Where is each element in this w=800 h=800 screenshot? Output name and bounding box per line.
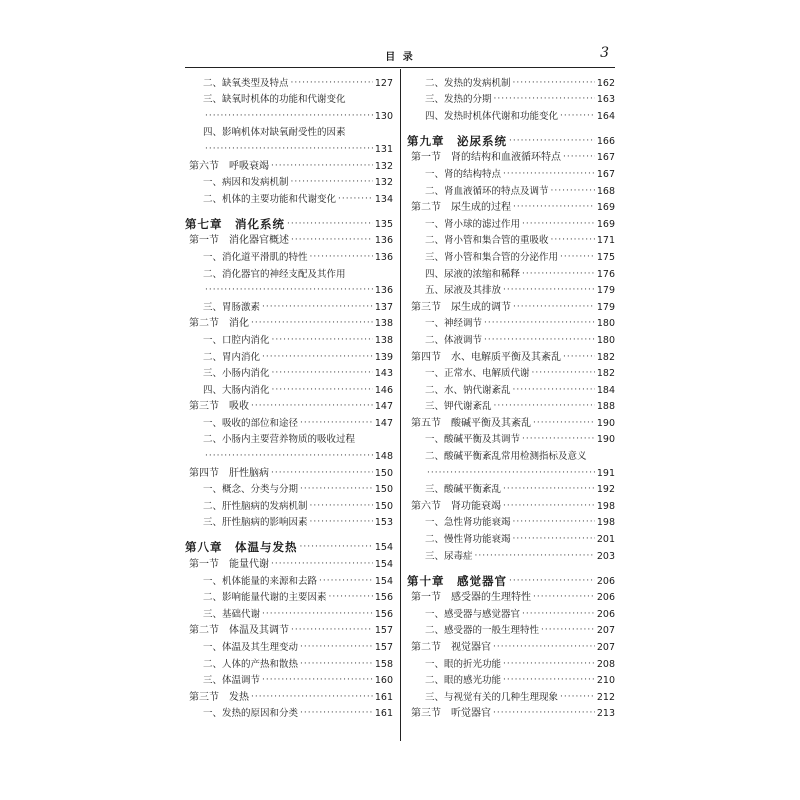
dot-leader <box>551 185 595 198</box>
toc-entry-title: 第二节 消化 <box>189 318 249 330</box>
toc-subsection-entry[interactable] <box>407 364 615 381</box>
dot-leader <box>563 351 595 364</box>
toc-page-number: 213 <box>596 708 615 720</box>
toc-page-number: 135 <box>374 218 393 230</box>
toc-page-number: 132 <box>374 160 393 172</box>
toc-subsection-entry[interactable] <box>185 637 393 654</box>
toc-entry-title: 二、胃内消化 <box>203 351 261 363</box>
toc-entry-continuation[interactable] <box>407 463 615 480</box>
dot-leader <box>503 500 595 513</box>
toc-entry-title: 三、钾代谢紊乱 <box>425 401 492 413</box>
dot-leader <box>329 591 373 604</box>
toc-page-number: 138 <box>374 334 393 346</box>
toc-page-number: 147 <box>374 401 393 413</box>
toc-entry-title: 二、肾小管和集合管的重吸收 <box>425 235 549 247</box>
toc-entry-title: 一、感受器与感觉器官 <box>425 608 521 620</box>
toc-page-number: 206 <box>596 592 615 604</box>
toc-page-number: 198 <box>596 500 615 512</box>
toc-page-number: 150 <box>374 484 393 496</box>
toc-page-number: 206 <box>596 575 615 587</box>
toc-subsection-entry[interactable] <box>185 513 393 530</box>
dot-leader <box>310 516 373 529</box>
toc-entry-title: 一、肾小球的滤过作用 <box>425 218 521 230</box>
toc-page-number: 154 <box>374 575 393 587</box>
toc-page-number: 139 <box>374 351 393 363</box>
toc-entry-title: 一、消化道平滑肌的特性 <box>203 251 308 263</box>
toc-entry-title: 二、肝性脑病的发病机制 <box>203 500 308 512</box>
dot-leader <box>475 550 595 563</box>
toc-page-number: 160 <box>374 675 393 687</box>
toc-section-entry[interactable] <box>407 347 615 364</box>
toc-subsection-entry[interactable] <box>407 446 615 463</box>
dot-leader <box>262 674 373 687</box>
toc-subsection-entry[interactable] <box>407 214 615 231</box>
toc-entry-title: 第七章 消化系统 <box>185 216 285 231</box>
toc-section-entry[interactable] <box>185 463 393 480</box>
dot-leader <box>513 384 595 397</box>
dot-leader <box>532 367 595 380</box>
dot-leader <box>291 234 373 247</box>
toc-chapter-entry[interactable] <box>407 123 615 148</box>
toc-subsection-entry[interactable] <box>407 281 615 298</box>
toc-subsection-entry[interactable] <box>185 380 393 397</box>
dot-leader <box>262 301 373 314</box>
toc-subsection-entry[interactable] <box>407 430 615 447</box>
toc-subsection-entry[interactable] <box>407 73 615 90</box>
toc-page-number: 136 <box>374 251 393 263</box>
toc-page-number: 154 <box>374 542 393 554</box>
toc-entry-title: 一、口腔内消化 <box>203 334 270 346</box>
toc-subsection-entry[interactable] <box>407 264 615 281</box>
toc-page-number: 206 <box>596 608 615 620</box>
toc-subsection-entry[interactable] <box>185 480 393 497</box>
toc-page-number: 192 <box>596 484 615 496</box>
dot-leader <box>300 658 373 671</box>
toc-page-number: 176 <box>596 268 615 280</box>
toc-subsection-entry[interactable] <box>407 380 615 397</box>
toc-subsection-entry[interactable] <box>407 397 615 414</box>
toc-entry-title: 第二节 视觉器官 <box>411 642 491 653</box>
toc-page-number: 212 <box>596 691 615 703</box>
toc-subsection-entry[interactable] <box>407 513 615 530</box>
toc-entry-title: 三、体温调节 <box>203 675 261 687</box>
toc-entry-title: 一、正常水、电解质代谢 <box>425 368 530 380</box>
dot-leader <box>513 533 595 546</box>
toc-subsection-entry[interactable] <box>407 671 615 688</box>
toc-entry-continuation[interactable] <box>185 139 393 156</box>
toc-entry-title: 第六节 呼吸衰竭 <box>189 160 269 172</box>
dot-leader <box>522 433 595 446</box>
dot-leader <box>503 284 595 297</box>
dot-leader <box>484 334 595 347</box>
toc-page-number: 167 <box>596 168 615 180</box>
toc-subsection-entry[interactable] <box>407 247 615 264</box>
toc-subsection-entry[interactable] <box>407 687 615 704</box>
toc-section-entry[interactable] <box>407 496 615 513</box>
toc-entry-title: 一、发热的原因和分类 <box>203 708 299 720</box>
toc-page-number: 180 <box>596 318 615 330</box>
dot-leader <box>287 218 373 231</box>
dot-leader <box>271 160 373 173</box>
toc-subsection-entry[interactable] <box>185 413 393 430</box>
toc-page-number: 190 <box>596 417 615 429</box>
dot-leader <box>262 351 373 364</box>
toc-entry-title: 第一节 能量代谢 <box>189 559 269 571</box>
toc-page-number: 127 <box>374 77 393 89</box>
toc-section-entry[interactable] <box>407 588 615 605</box>
toc-page-number: 180 <box>596 334 615 346</box>
toc-entry-title: 三、缺氧时机体的功能和代谢变化 <box>203 94 346 106</box>
toc-entry-title: 二、机体的主要功能和代谢变化 <box>203 193 337 205</box>
toc-page-number: 210 <box>596 675 615 687</box>
toc-entry-title: 二、小肠内主要营养物质的吸收过程 <box>203 434 356 446</box>
dot-leader <box>522 608 595 621</box>
dot-leader <box>522 218 595 231</box>
toc-page-number: 163 <box>596 94 615 106</box>
toc-page-number: 175 <box>596 251 615 263</box>
dot-leader <box>551 234 595 247</box>
dot-leader <box>503 168 595 181</box>
toc-entry-title: 第三节 吸收 <box>189 401 249 413</box>
toc-subsection-entry[interactable] <box>185 671 393 688</box>
dot-leader <box>262 608 373 621</box>
toc-entry-continuation[interactable] <box>185 106 393 123</box>
toc-entry-title: 一、酸碱平衡及其调节 <box>425 434 521 446</box>
dot-leader <box>560 251 595 264</box>
toc-entry-title: 五、尿液及其排放 <box>425 285 502 297</box>
toc-section-entry[interactable] <box>185 554 393 571</box>
toc-subsection-entry[interactable] <box>407 314 615 331</box>
toc-section-entry[interactable] <box>407 297 615 314</box>
dot-leader <box>522 268 595 281</box>
toc-chapter-entry[interactable] <box>407 563 615 588</box>
toc-page-number: 169 <box>596 202 615 214</box>
toc-subsection-entry[interactable] <box>185 430 393 447</box>
toc-page-number: 134 <box>374 193 393 205</box>
dot-leader <box>494 400 595 413</box>
toc-subsection-entry[interactable] <box>407 654 615 671</box>
toc-entry-title: 二、眼的感光功能 <box>425 675 502 687</box>
toc-entry-title: 三、发热的分期 <box>425 94 492 106</box>
toc-page-number: 207 <box>596 642 615 653</box>
toc-page-number: 207 <box>596 625 615 637</box>
toc-subsection-entry[interactable] <box>407 106 615 123</box>
dot-leader <box>272 367 373 380</box>
toc-page-number: 201 <box>596 534 615 546</box>
toc-entry-title: 第三节 听觉器官 <box>411 708 491 720</box>
dot-leader <box>503 674 595 687</box>
toc-subsection-entry[interactable] <box>407 181 615 198</box>
page-number: 3 <box>600 45 609 61</box>
toc-section-entry[interactable] <box>185 231 393 248</box>
toc-subsection-entry[interactable] <box>185 264 393 281</box>
toc-entry-title: 四、尿液的浓缩和稀释 <box>425 268 521 280</box>
toc-page-number: 138 <box>374 318 393 330</box>
toc-left-column <box>185 73 393 720</box>
toc-subsection-entry[interactable] <box>185 73 393 90</box>
toc-page-number: 191 <box>596 467 615 479</box>
dot-leader <box>300 641 373 654</box>
dot-leader <box>493 707 595 720</box>
dot-leader <box>300 541 373 554</box>
toc-right-column <box>407 73 615 720</box>
toc-subsection-entry[interactable] <box>407 164 615 181</box>
dot-leader <box>503 483 595 496</box>
toc-page-number: 161 <box>374 691 393 703</box>
toc-subsection-entry[interactable] <box>185 571 393 588</box>
toc-entry-title: 一、吸收的部位和途径 <box>203 417 299 429</box>
toc-entry-title: 一、急性肾功能衰竭 <box>425 517 511 529</box>
toc-subsection-entry[interactable] <box>185 364 393 381</box>
toc-entry-title: 第三节 发热 <box>189 691 249 703</box>
toc-entry-title: 三、肝性脑病的影响因素 <box>203 517 308 529</box>
toc-entry-title: 一、病因和发病机制 <box>203 177 289 189</box>
toc-entry-title: 三、酸碱平衡紊乱 <box>425 484 502 496</box>
toc-section-entry[interactable] <box>185 314 393 331</box>
dot-leader <box>205 143 373 156</box>
dot-leader <box>493 641 595 654</box>
toc-entry-continuation[interactable] <box>185 281 393 298</box>
dot-leader <box>513 516 595 529</box>
toc-subsection-entry[interactable] <box>407 529 615 546</box>
page-title: 目 录 <box>385 52 415 63</box>
toc-page-number: 162 <box>596 77 615 89</box>
dot-leader <box>533 417 595 430</box>
toc-entry-title: 一、概念、分类与分期 <box>203 484 299 496</box>
toc-page-number: 203 <box>596 550 615 562</box>
dot-leader <box>291 77 373 90</box>
dot-leader <box>509 575 595 588</box>
toc-page-number: 188 <box>596 401 615 413</box>
dot-leader <box>503 658 595 671</box>
toc-subsection-entry[interactable] <box>185 330 393 347</box>
toc-section-entry[interactable] <box>407 637 615 654</box>
toc-subsection-entry[interactable] <box>185 347 393 364</box>
toc-entry-title: 第六节 肾功能衰竭 <box>411 500 501 512</box>
dot-leader <box>310 251 373 264</box>
toc-section-entry[interactable] <box>185 621 393 638</box>
dot-leader <box>513 301 595 314</box>
dot-leader <box>533 591 595 604</box>
toc-entry-title: 三、肾小管和集合管的分泌作用 <box>425 251 559 263</box>
toc-entry-title: 二、水、钠代谢紊乱 <box>425 384 511 396</box>
toc-subsection-entry[interactable] <box>407 621 615 638</box>
toc-page-number: 190 <box>596 434 615 446</box>
dot-leader <box>272 384 373 397</box>
toc-entry-title: 一、眼的折光功能 <box>425 658 502 670</box>
page-header <box>185 45 615 65</box>
toc-entry-title: 二、缺氧类型及特点 <box>203 77 289 89</box>
toc-entry-title: 第二节 尿生成的过程 <box>411 202 511 214</box>
toc-page-number: 164 <box>596 110 615 122</box>
toc-page-number: 171 <box>596 235 615 247</box>
toc-chapter-entry[interactable] <box>185 206 393 231</box>
toc-entry-title: 二、感受器的一般生理特性 <box>425 625 540 637</box>
toc-subsection-entry[interactable] <box>185 123 393 140</box>
toc-subsection-entry[interactable] <box>185 189 393 206</box>
toc-page-number: 150 <box>374 467 393 479</box>
toc-section-entry[interactable] <box>407 198 615 215</box>
toc-page-number: 137 <box>374 301 393 313</box>
dot-leader <box>509 135 595 148</box>
toc-entry-title: 第四节 肝性脑病 <box>189 467 269 479</box>
toc-page-number: 182 <box>596 351 615 363</box>
toc-subsection-entry[interactable] <box>185 90 393 107</box>
toc-page-number: 166 <box>596 135 615 147</box>
toc-entry-title: 二、人体的产热和散热 <box>203 658 299 670</box>
toc-entry-continuation[interactable] <box>185 446 393 463</box>
dot-leader <box>494 93 595 106</box>
toc-subsection-entry[interactable] <box>185 604 393 621</box>
dot-leader <box>271 558 373 571</box>
dot-leader <box>205 284 373 297</box>
dot-leader <box>563 151 595 164</box>
toc-entry-title: 二、发热的发病机制 <box>425 77 511 89</box>
toc-subsection-entry[interactable] <box>185 247 393 264</box>
toc-page-number: 198 <box>596 517 615 529</box>
toc-entry-title: 第二节 体温及其调节 <box>189 625 289 637</box>
toc-entry-title: 四、影响机体对缺氧耐受性的因素 <box>203 127 346 139</box>
toc-page-number: 131 <box>374 143 393 155</box>
toc-page-number: 130 <box>374 110 393 122</box>
column-divider <box>400 69 401 741</box>
dot-leader <box>484 317 595 330</box>
toc-entry-title: 二、体液调节 <box>425 334 483 346</box>
toc-subsection-entry[interactable] <box>185 654 393 671</box>
dot-leader <box>291 624 373 637</box>
toc-chapter-entry[interactable] <box>185 529 393 554</box>
dot-leader <box>205 450 373 463</box>
dot-leader <box>300 417 373 430</box>
toc-subsection-entry[interactable] <box>407 231 615 248</box>
dot-leader <box>300 483 373 496</box>
toc-page-number: 208 <box>596 658 615 670</box>
toc-subsection-entry[interactable] <box>185 496 393 513</box>
toc-page-number: 156 <box>374 592 393 604</box>
toc-page-number: 167 <box>596 152 615 164</box>
toc-page-number: 147 <box>374 417 393 429</box>
dot-leader <box>427 467 595 480</box>
toc-entry-title: 第三节 尿生成的调节 <box>411 301 511 313</box>
toc-section-entry[interactable] <box>185 397 393 414</box>
dot-leader <box>272 334 373 347</box>
toc-entry-title: 一、机体能量的来源和去路 <box>203 575 318 587</box>
toc-entry-title: 第八章 体温与发热 <box>185 540 298 555</box>
toc-page-number: 143 <box>374 368 393 380</box>
dot-leader <box>271 467 373 480</box>
dot-leader <box>513 77 595 90</box>
toc-page-number: 184 <box>596 384 615 396</box>
toc-page-number: 158 <box>374 658 393 670</box>
toc-subsection-entry[interactable] <box>407 480 615 497</box>
toc-entry-title: 三、与视觉有关的几种生理现象 <box>425 691 559 703</box>
dot-leader <box>251 691 373 704</box>
toc-page-number: 161 <box>374 708 393 720</box>
toc-subsection-entry[interactable] <box>407 604 615 621</box>
toc-section-entry[interactable] <box>407 704 615 721</box>
dot-leader <box>205 110 373 123</box>
toc-entry-title: 二、消化器官的神经支配及其作用 <box>203 268 346 280</box>
toc-entry-title: 第五节 酸碱平衡及其紊乱 <box>411 417 531 429</box>
toc-page-number: 179 <box>596 285 615 297</box>
toc-section-entry[interactable] <box>407 148 615 165</box>
toc-subsection-entry[interactable] <box>185 297 393 314</box>
toc-entry-title: 第十章 感觉器官 <box>407 573 507 588</box>
toc-page-number: 168 <box>596 185 615 197</box>
toc-entry-title: 三、尿毒症 <box>425 550 473 562</box>
toc-page-number: 150 <box>374 500 393 512</box>
toc-page-number: 132 <box>374 177 393 189</box>
toc-page-number: 156 <box>374 608 393 620</box>
toc-entry-title: 第一节 消化器官概述 <box>189 235 289 247</box>
toc-entry-title: 第一节 感受器的生理特性 <box>411 592 531 604</box>
dot-leader <box>319 575 373 588</box>
toc-entry-title: 第九章 泌尿系统 <box>407 133 507 148</box>
toc-page-number: 179 <box>596 301 615 313</box>
toc-section-entry[interactable] <box>185 156 393 173</box>
toc-subsection-entry[interactable] <box>407 546 615 563</box>
header-rule <box>185 67 615 68</box>
toc-page-number: 136 <box>374 285 393 297</box>
toc-entry-title: 四、发热时机体代谢和功能变化 <box>425 110 559 122</box>
dot-leader <box>513 201 595 214</box>
toc-section-entry[interactable] <box>185 687 393 704</box>
dot-leader <box>251 317 373 330</box>
dot-leader <box>251 400 373 413</box>
toc-page-number: 157 <box>374 642 393 653</box>
toc-entry-title: 二、酸碱平衡紊乱常用检测指标及意义 <box>425 451 587 463</box>
toc-page-number: 182 <box>596 368 615 380</box>
toc-entry-title: 三、基础代谢 <box>203 608 261 620</box>
toc-entry-title: 三、胃肠激素 <box>203 301 261 313</box>
toc-page-number: 146 <box>374 384 393 396</box>
toc-entry-title: 第一节 肾的结构和血液循环特点 <box>411 152 561 164</box>
toc-section-entry[interactable] <box>407 413 615 430</box>
toc-subsection-entry[interactable] <box>407 90 615 107</box>
toc-page-number: 154 <box>374 559 393 571</box>
toc-page-number: 148 <box>374 451 393 463</box>
dot-leader <box>300 707 373 720</box>
toc-page-number: 136 <box>374 235 393 247</box>
toc-entry-title: 二、慢性肾功能衰竭 <box>425 534 511 546</box>
toc-entry-title: 二、肾血液循环的特点及调节 <box>425 185 549 197</box>
toc-entry-title: 四、大肠内消化 <box>203 384 270 396</box>
toc-page-number: 169 <box>596 218 615 230</box>
toc-page-number: 153 <box>374 517 393 529</box>
toc-entry-title: 三、小肠内消化 <box>203 368 270 380</box>
toc-subsection-entry[interactable] <box>185 173 393 190</box>
toc-entry-title: 一、神经调节 <box>425 318 483 330</box>
toc-page-number: 157 <box>374 625 393 637</box>
dot-leader <box>338 193 373 206</box>
toc-subsection-entry[interactable] <box>185 704 393 721</box>
toc-subsection-entry[interactable] <box>407 330 615 347</box>
dot-leader <box>291 176 373 189</box>
dot-leader <box>310 500 373 513</box>
toc-entry-title: 二、影响能量代谢的主要因素 <box>203 592 327 604</box>
dot-leader <box>560 110 595 123</box>
toc-entry-title: 一、肾的结构特点 <box>425 168 502 180</box>
dot-leader <box>560 691 595 704</box>
dot-leader <box>541 624 595 637</box>
toc-entry-title: 第四节 水、电解质平衡及其紊乱 <box>411 351 561 363</box>
toc-entry-title: 一、体温及其生理变动 <box>203 642 299 653</box>
toc-subsection-entry[interactable] <box>185 588 393 605</box>
